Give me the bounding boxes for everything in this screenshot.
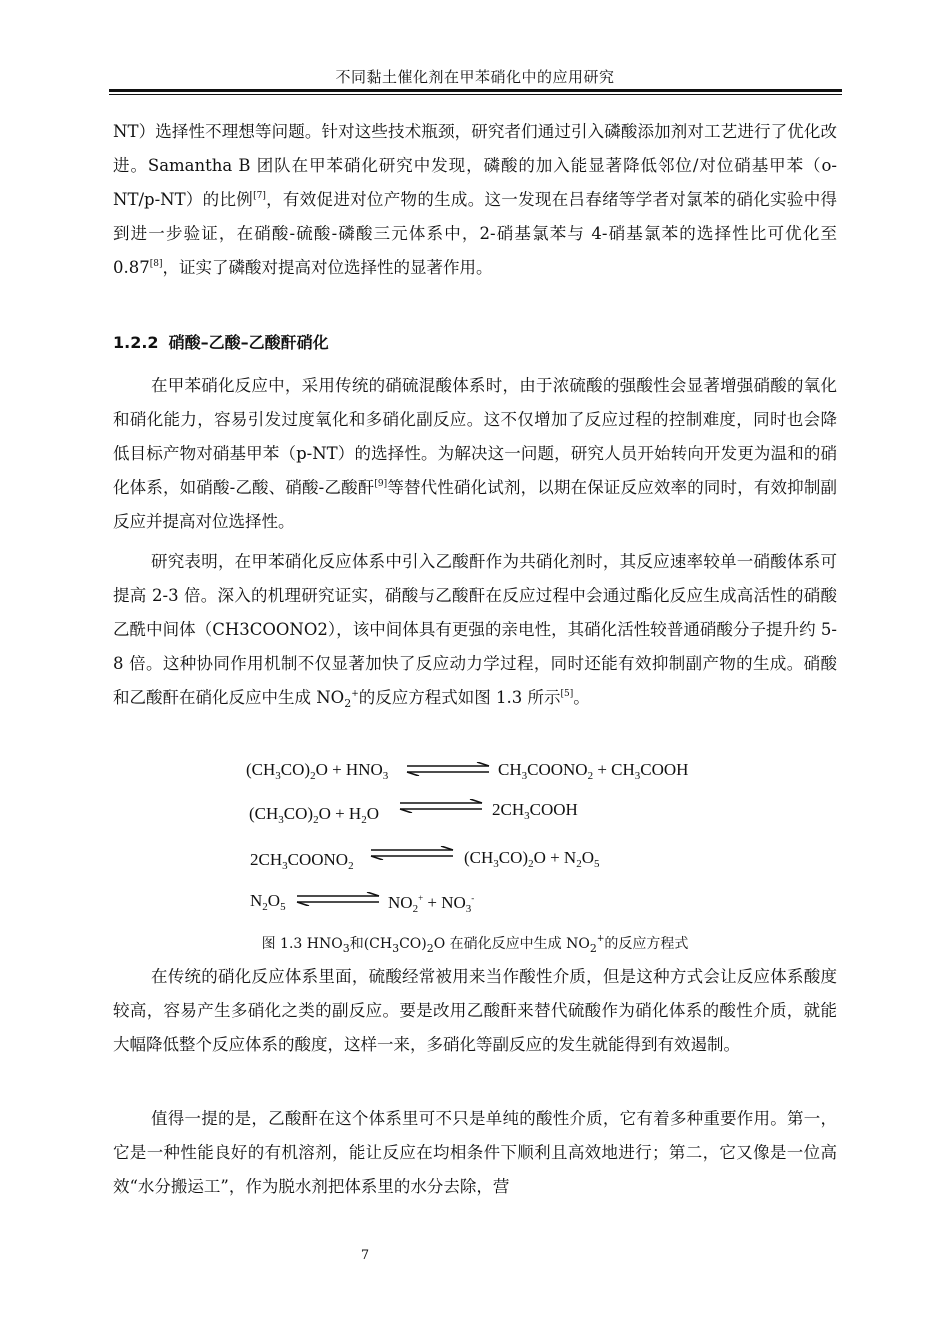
paragraph-text: NT）选择性不理想等问题。针对这些技术瓶颈，研究者们通过引入磷酸添加剂对工艺进行了优化改进。Samantha B 团队在甲苯硝化研究中发现，磷酸的加入能显著降低邻位/对位硝基甲苯（o-NT/p-NT）的比例	[113, 122, 837, 209]
header-rule-thin	[109, 94, 842, 95]
caption-superscript: +	[596, 934, 605, 944]
equation-4-left: $N_2O_5$	[250, 891, 286, 913]
paragraph-text: ，证实了磷酸对提高对位选择性的显著作用。	[162, 258, 493, 277]
paragraph	[113, 369, 837, 539]
equation-4-right: $NO_2^+ + NO_3^-$	[388, 893, 475, 915]
paragraph-text: 研究表明，在甲苯硝化反应体系中引入乙酸酐作为共硝化剂时，其反应速率较单一硝酸体系可提高 2-3 倍。深入的机理研究证实，硝酸与乙酸酐在反应过程中会通过酯化反应生成高活性的硝酸乙酰中间体（CH3COONO2），该中间体具有更强的亲电性，其硝化活性较普通硝酸分子提升约 5-8 倍。这种协同作用机制不仅显著加快了反应动力学过程，同时还能有效抑制副产物的生成。硝酸和乙酸酐在硝化反应中生成 NO	[113, 552, 837, 707]
header-rule-thick	[109, 89, 842, 92]
superscript: +	[351, 689, 359, 699]
subscript: 2	[344, 697, 352, 710]
equilibrium-arrow-icon	[405, 762, 491, 776]
section-title: 硝酸–乙酸–乙酸酐硝化	[168, 333, 329, 352]
paragraph-text: ，有效促进对位产物的生成。这一发现在吕春绪等学者对氯苯的硝化实验中得到进一步验证，在硝酸-硫酸-磷酸三元体系中，2-硝基氯苯与 4-硝基氯苯的选择性比可优化至 0.87	[113, 190, 837, 277]
caption-text: 的反应方程式	[604, 936, 689, 952]
citation: [7]	[253, 191, 266, 201]
caption-subscript: 3	[392, 942, 400, 955]
caption-text: 和(CH	[349, 936, 393, 952]
section-heading	[113, 330, 329, 353]
equation-3-right: $(CH_3CO)_2O + N_2O_5$	[464, 848, 600, 870]
equation-2-right: $2CH_3COOH$	[492, 800, 578, 822]
caption-text: HNO	[306, 936, 343, 952]
paragraph: 在传统的硝化反应体系里面，硫酸经常被用来当作酸性介质，但是这种方式会让反应体系酸度较高，容易产生多硝化之类的副反应。要是改用乙酸酐来替代硫酸作为硝化体系的酸性介质，就能大幅降低整个反应体系的酸度，这样一来，多硝化等副反应的发生就能得到有效遏制。	[113, 967, 837, 1054]
equation-1-left: $(CH_3CO)_2O + HNO_3$	[246, 760, 389, 782]
equation-1-right: $CH_3COONO_2$ + $CH_3COOH$	[498, 760, 689, 782]
equilibrium-arrow-icon	[369, 846, 455, 860]
caption-subscript: 3	[342, 942, 350, 955]
paragraph: 值得一提的是，乙酸酐在这个体系里可不只是单纯的酸性介质，它有着多种重要作用。第一，它是一种性能良好的有机溶剂，能让反应在均相条件下顺利且高效地进行；第二，它又像是一位高效“水分搬运工”，作为脱水剂把体系里的水分去除，营	[113, 1109, 837, 1196]
paragraph-text: 。	[573, 688, 590, 707]
paragraph-text: 的反应方程式如图 1.3 所示	[358, 688, 561, 707]
caption-text: O 在硝化反应中生成 NO	[433, 936, 590, 952]
figure-caption	[0, 933, 950, 953]
citation: [5]	[560, 689, 574, 699]
section-number: 1.2.2	[113, 333, 159, 352]
paragraph	[113, 545, 837, 715]
equation-3-left: $2CH_3COONO_2$	[250, 850, 354, 872]
citation: [8]	[149, 259, 163, 269]
citation: [9]	[374, 479, 388, 489]
caption-subscript: 2	[426, 942, 434, 955]
equilibrium-arrow-icon	[295, 892, 381, 906]
page-number: 7	[360, 1248, 370, 1263]
paragraph-text: 等替代性硝化试剂，以期在保证反应效率的同时，有效抑制副反应并提高对位选择性。	[113, 478, 838, 531]
running-header: 不同黏土催化剂在甲苯硝化中的应用研究	[335, 68, 615, 86]
equilibrium-arrow-icon	[398, 799, 484, 813]
equation-2-left: $(CH_3CO)_2O + H_2O$	[249, 804, 379, 826]
paragraph-continuation	[113, 115, 837, 285]
caption-text: CO)	[399, 936, 427, 952]
figure-label: 图 1.3	[261, 936, 303, 952]
paragraph-text: 在甲苯硝化反应中，采用传统的硝硫混酸体系时，由于浓硫酸的强酸性会显著增强硝酸的氧化和硝化能力，容易引发过度氧化和多硝化副反应。这不仅增加了反应过程的控制难度，同时也会降低目标产物对硝基甲苯（p-NT）的选择性。为解决这一问题，研究人员开始转向开发更为温和的硝化体系，如硝酸-乙酸、硝酸-乙酸酐	[113, 376, 837, 497]
caption-subscript: 2	[589, 942, 597, 955]
